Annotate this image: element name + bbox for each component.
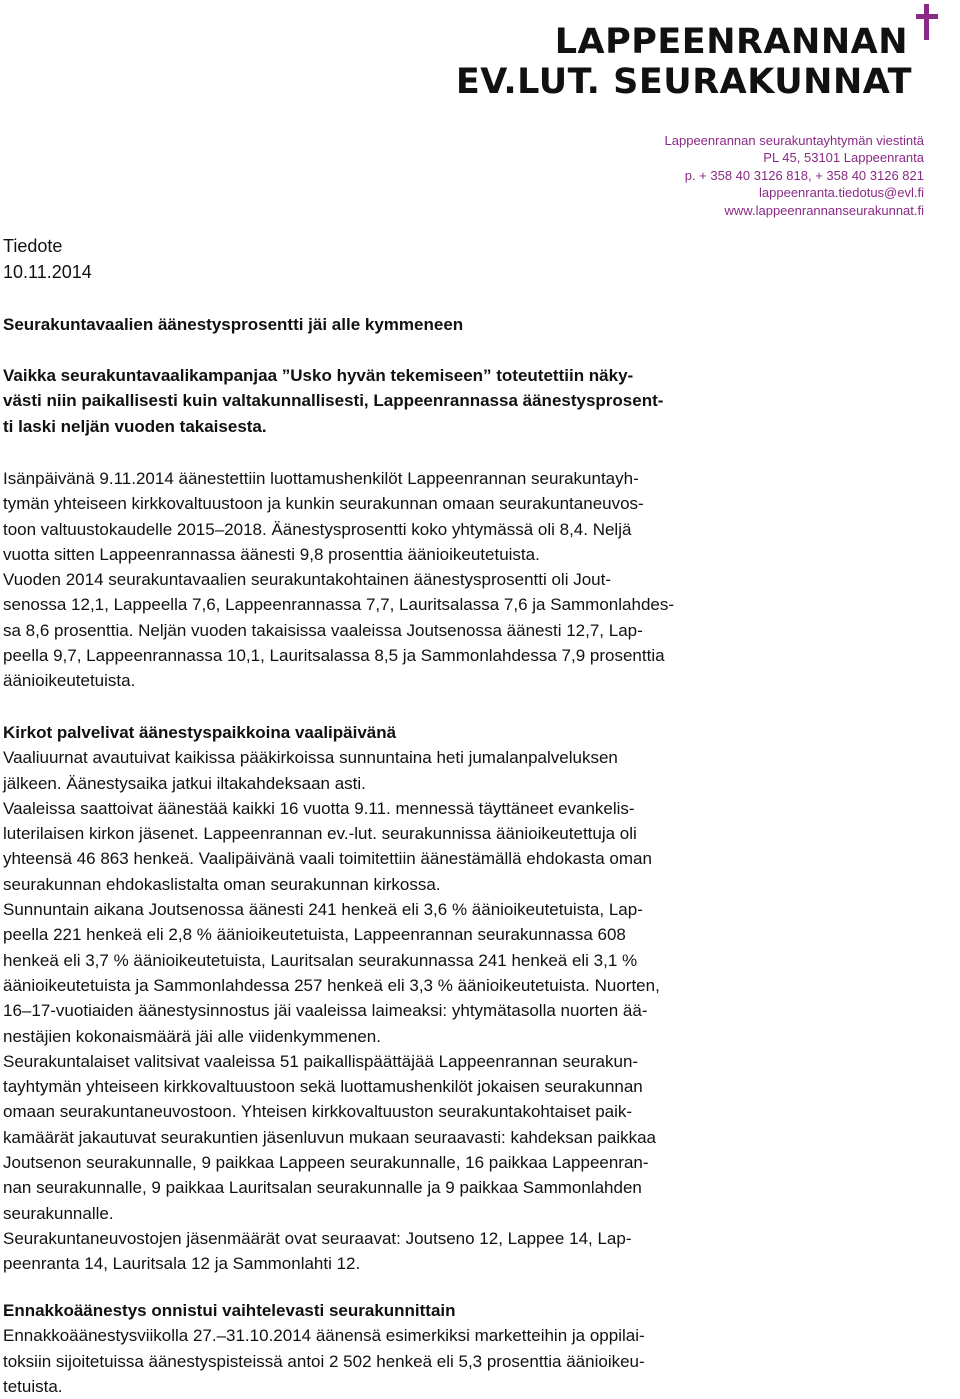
section-advance-voting	[3, 1298, 738, 1399]
text-line: Vuoden 2014 seurakuntavaalien seurakuntakohtainen äänestysprosentti oli Jout-	[3, 570, 612, 590]
text-line: kamäärät jakautuvat seurakuntien jäsenluvun mukaan seuraavasti: kahdeksan paikkaa	[3, 1127, 657, 1147]
text-line: seurakunnan ehdokaslistalta oman seurakunnan kirkossa.	[3, 874, 441, 894]
text-line: tayhtymän yhteiseen kirkkovaltuustoon sekä luottamushenkilöt jokaisen seurakunnan	[3, 1077, 643, 1097]
text-line: toon valtuustokaudelle 2015–2018. Äänestysprosentti koko yhtymässä oli 8,4. Neljä	[3, 519, 632, 539]
contact-line: Lappeenrannan seurakuntayhtymän viestintä	[664, 133, 924, 148]
text-line: västi niin paikallisesti kuin valtakunnallisesti, Lappeenrannassa äänestysprosent-	[3, 391, 664, 411]
text-line: Joutsenon seurakunnalle, 9 paikkaa Lappeen seurakunnalle, 16 paikkaa Lappeenran-	[3, 1153, 649, 1173]
text-line: sa 8,6 prosenttia. Neljän vuoden takaisissa vaaleissa Joutsenossa äänesti 12,7, Lap-	[3, 620, 643, 640]
text-line: nan seurakunnalle, 9 paikkaa Lauritsalan seurakunnalle ja 9 paikkaa Sammonlahden	[3, 1178, 642, 1198]
document-label: Tiedote	[3, 236, 63, 256]
text-line: äänioikeutetuista.	[3, 671, 136, 691]
text-line: henkeä eli 3,7 % äänioikeutetuista, Lauritsalan seurakunnassa 241 henkeä eli 3,1 %	[3, 950, 638, 970]
document-date: 10.11.2014	[3, 262, 92, 282]
logo-line2: EV.LUT. SEURAKUNNAT	[455, 62, 912, 102]
text-line: Vaikka seurakuntavaalikampanjaa ”Usko hyvän tekemiseen” toteutettiin näky-	[3, 366, 634, 385]
text-line: Vaaliuurnat avautuivat kaikissa pääkirkoissa sunnuntaina heti jumalanpalveluksen	[3, 748, 618, 768]
document-meta	[3, 233, 92, 285]
text-line: luterilaisen kirkon jäsenet. Lappeenrannan ev.-lut. seurakunnissa äänioikeutettuja oli	[3, 824, 637, 844]
text-line: ti laski neljän vuoden takaisesta.	[3, 416, 267, 436]
contact-info	[665, 132, 924, 219]
text-line: omaan seurakuntaneuvostoon. Yhteisen kirkkovaltuuston seurakuntakohtaiset paik-	[3, 1102, 633, 1122]
section-results	[3, 466, 738, 694]
text-line: 16–17-vuotiaiden äänestysinnostus jäi vaaleissa laimeaksi: yhtymätasolla nuorten ää-	[3, 1001, 648, 1021]
logo-line1: LAPPEENRANNAN	[554, 22, 908, 62]
text-line: senossa 12,1, Lappeella 7,6, Lappeenrannassa 7,7, Lauritsalassa 7,6 ja Sammonlahdes-	[3, 595, 675, 615]
text-line: peella 221 henkeä eli 2,8 % äänioikeutetuista, Lappeenrannan seurakunnassa 608	[3, 925, 626, 945]
cross-icon	[914, 2, 940, 42]
text-line: seurakunnalle.	[3, 1203, 114, 1223]
lead-paragraph	[3, 363, 738, 439]
contact-line: p. + 358 40 3126 818, + 358 40 3126 821	[684, 167, 924, 183]
text-line: toksiin sijoitetuissa äänestyspisteissä antoi 2 502 henkeä eli 5,3 prosenttia äänioikeu-	[3, 1351, 645, 1371]
text-line: Ennakkoäänestysviikolla 27.–31.10.2014 äänensä esimerkiksi marketteihin ja oppilai-	[3, 1326, 645, 1346]
text-line: yhteensä 46 863 henkeä. Vaalipäivänä vaali toimitettiin äänestämällä ehdokasta oman	[3, 849, 652, 869]
section-heading: Ennakkoäänestys onnistui vaihtelevasti seurakunnittain	[3, 1301, 456, 1320]
text-line: Vaaleissa saattoivat äänestää kaikki 16 vuotta 9.11. mennessä täyttäneet evankelis-	[3, 798, 635, 818]
text-line: äänioikeutetuista ja Sammonlahdessa 257 henkeä eli 3,3 % äänioikeutetuista. Nuorten,	[3, 975, 660, 995]
text-line: Seurakuntalaiset valitsivat vaaleissa 51 paikallispäättäjää Lappeenrannan seurakun-	[3, 1051, 639, 1071]
text-line: Isänpäivänä 9.11.2014 äänestettiin luottamushenkilöt Lappeenrannan seurakuntayh-	[3, 469, 639, 488]
section-heading: Kirkot palvelivat äänestyspaikkoina vaalipäivänä	[3, 723, 397, 742]
text-line: jälkeen. Äänestysaika jatkui iltakahdeksaan asti.	[3, 773, 366, 793]
section-churches	[3, 720, 738, 1277]
text-line: nestäjien kokonaismäärä jäi alle viidenkymmenen.	[3, 1026, 381, 1046]
contact-email[interactable]: lappeenranta.tiedotus@evl.fi	[759, 185, 924, 201]
text-line: Seurakuntaneuvostojen jäsenmäärät ovat seuraavat: Joutseno 12, Lappee 14, Lap-	[3, 1228, 632, 1248]
document-title: Seurakuntavaalien äänestysprosentti jäi alle kymmeneen	[3, 315, 464, 334]
text-line: Sunnuntain aikana Joutsenossa äänesti 241 henkeä eli 3,6 % äänioikeutetuista, Lap-	[3, 900, 643, 920]
text-line: peenranta 14, Lauritsala 12 ja Sammonlahti 12.	[3, 1254, 361, 1274]
text-line: peella 9,7, Lappeenrannassa 10,1, Lauritsalassa 8,5 ja Sammonlahdessa 7,9 prosenttia	[3, 646, 665, 666]
text-line: vuotta sitten Lappeenrannassa äänesti 9,8 prosenttia äänioikeutetuista.	[3, 544, 540, 564]
text-line: tetuista.	[3, 1376, 63, 1396]
contact-website[interactable]: www.lappeenrannanseurakunnat.fi	[724, 202, 924, 218]
contact-line: PL 45, 53101 Lappeenranta	[763, 150, 924, 166]
text-line: tymän yhteiseen kirkkovaltuustoon ja kunkin seurakunnan omaan seurakuntaneuvos-	[3, 494, 644, 514]
logo	[455, 2, 942, 102]
